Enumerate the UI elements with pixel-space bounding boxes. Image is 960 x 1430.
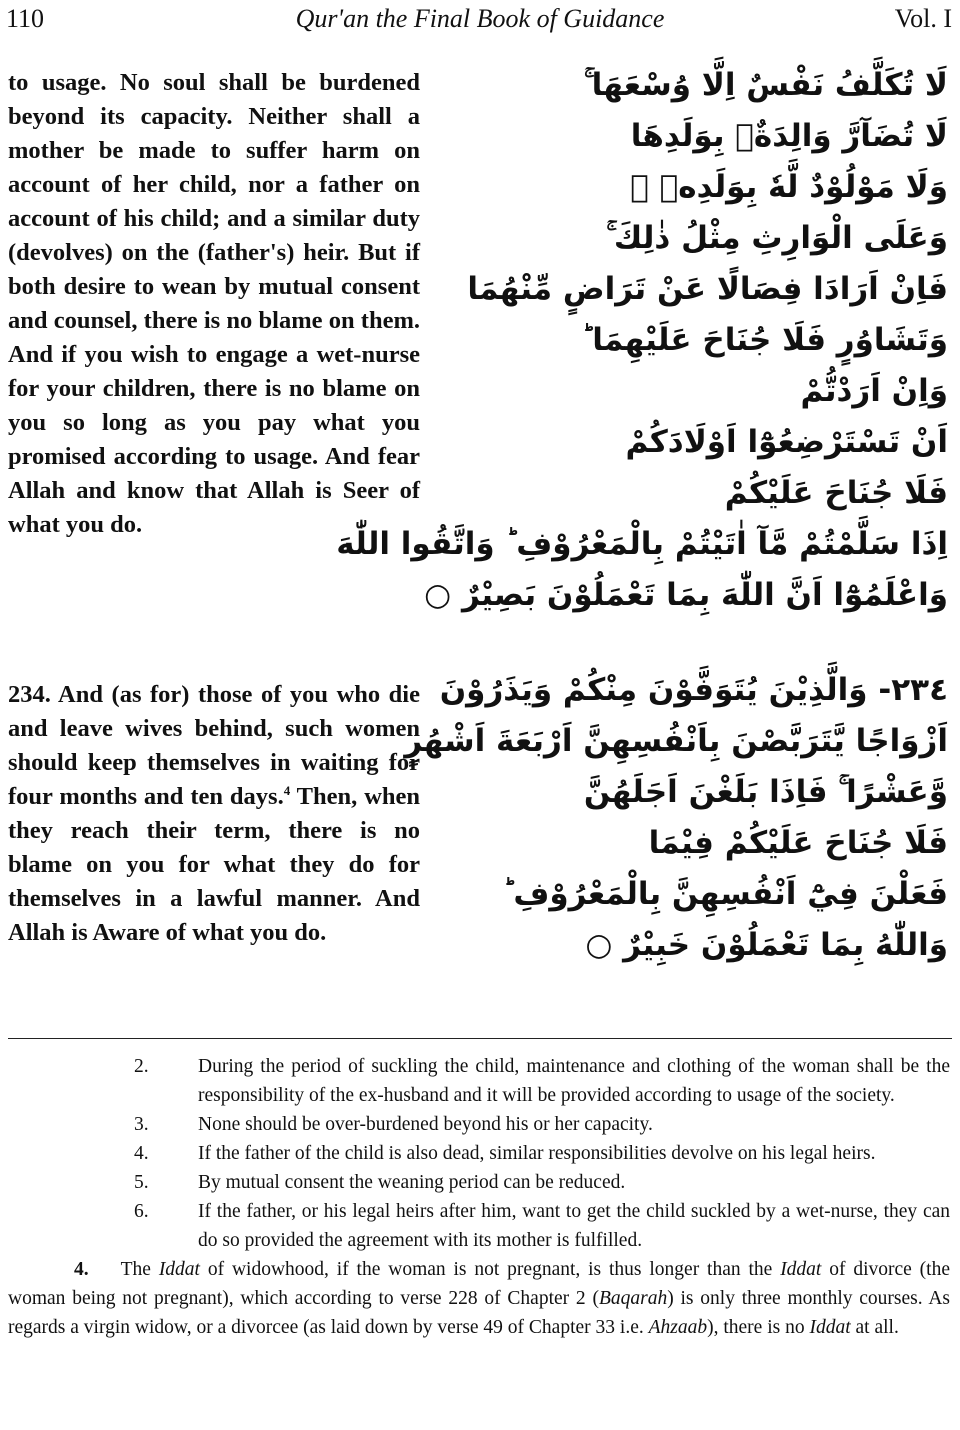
arabic-line: اِذَا سَلَّمْتُمْ مَّآ اٰتَيْتُمْ بِالْمَعْرُوْفِ ؕ وَاتَّقُوا اللّٰهَ: [336, 526, 948, 562]
arabic-line: وَاِنْ اَرَدْتُّمْ: [800, 373, 948, 409]
footnote-text: None should be over-burdened beyond his or her capacity.: [198, 1114, 653, 1135]
arabic-line: فَلَا جُنَاحَ عَلَيْكُمْ: [724, 475, 948, 511]
footnote-ref-4: 4: [283, 782, 291, 798]
arabic-line: ٢٣٤- وَالَّذِيْنَ يُتَوَفَّوْنَ مِنْكُمْ وَيَذَرُوْنَ: [439, 672, 948, 708]
arabic-line: اَزْوَاجًا يَّتَرَبَّصْنَ بِاَنْفُسِهِنَّ اَرْبَعَةَ اَشْهُرٍ: [404, 723, 948, 759]
footnote-text: If the father of the child is also dead, similar responsibilities devolve on his legal heirs.: [198, 1143, 876, 1164]
arabic-line: وَاعْلَمُوْٓا اَنَّ اللّٰهَ بِمَا تَعْمَلُوْنَ بَصِيْرٌ ○: [424, 577, 948, 613]
page-header: [0, 0, 960, 40]
footnote-text: If the father, or his legal heirs after him, want to get the child suckled by a wet-nurse, they can do so provided the agreement with its mother is fulfilled.: [198, 1201, 950, 1251]
arabic-line: فَاِنْ اَرَادَا فِصَالًا عَنْ تَرَاضٍ مِّنْهُمَا: [467, 271, 948, 307]
footnote-divider: [8, 1038, 952, 1039]
footnote-item: [0, 1197, 960, 1255]
term-iddat: Iddat: [780, 1259, 822, 1280]
footnote-item: [0, 1052, 960, 1110]
verse-234-text-start: 234. And (as for) those of you who die and leave wives behind, such women should keep themselves in waiting for four months and ten days.: [8, 681, 420, 810]
footnote-item: [0, 1168, 960, 1197]
page-number: 110: [6, 4, 45, 33]
footnote-item: [0, 1139, 960, 1168]
footnote-4-text: of divorce (the woman being not pregnant), which according to verse 228 of Chapter 2 (: [8, 1259, 950, 1309]
english-translation-block-2: [8, 678, 420, 950]
footnote-4-text: The: [120, 1259, 159, 1280]
term-ahzaab: Ahzaab: [648, 1317, 708, 1338]
arabic-line: لَا تُضَآرَّ وَالِدَةٌۢ بِوَلَدِهَا: [630, 118, 948, 154]
arabic-line: فَلَا جُنَاحَ عَلَيْكُمْ فِيْمَا: [648, 825, 948, 861]
footnote-number: 6.: [134, 1201, 149, 1222]
footnote-4-text: ), there is no: [707, 1317, 810, 1338]
footnote-item: [0, 1110, 960, 1139]
footnote-text: During the period of suckling the child, maintenance and clothing of the woman shall be the responsibility of the ex-husband and it will be provided according to usage of the society.: [198, 1056, 950, 1106]
arabic-line: وَلَا مَوْلُوْدٌ لَّهٗ بِوَلَدِهٖ ۗ: [630, 169, 948, 205]
footnote-number: 2.: [134, 1056, 149, 1077]
english-translation-block-1: to usage. No soul shall be burdened beyond its capacity. Neither shall a mother be made to suffer harm on account of her child, nor a father on account of his child; and a similar duty (devolves) on the (father's) heir. But if both desire to wean by mutual consent and counsel, there is no blame on them. And if you wish to engage a wet-nurse for your children, there is no blame on you so long as you pay what you promised according to usage. And fear Allah and know that Allah is Seer of what you do.: [8, 69, 420, 538]
footnote-text: By mutual consent the weaning period can be reduced.: [198, 1172, 626, 1193]
arabic-line: وَّعَشْرًا ۚ فَاِذَا بَلَغْنَ اَجَلَهُنَّ: [583, 774, 948, 810]
footnote-number: 3.: [134, 1114, 149, 1135]
term-iddat: Iddat: [158, 1259, 200, 1280]
footnote-4-text: ) is only three monthly courses. As regards a virgin widow, or a divorcee (as laid down by verse 49 of Chapter 33 i.e.: [8, 1288, 950, 1338]
footnote-4-explanation: [0, 1255, 960, 1342]
term-iddat: Iddat: [809, 1317, 851, 1338]
footnote-4-text: at all.: [850, 1317, 899, 1338]
arabic-verse-block-1: [336, 60, 948, 621]
arabic-line: وَاللّٰهُ بِمَا تَعْمَلُوْنَ خَبِيْرٌ ○: [585, 927, 948, 963]
volume-label: Vol. I: [894, 4, 952, 33]
arabic-line: وَعَلَى الْوَارِثِ مِثْلُ ذٰلِكَ ۚ: [606, 220, 948, 256]
arabic-line: لَا تُكَلَّفُ نَفْسٌ اِلَّا وُسْعَهَا ۚ: [583, 67, 948, 103]
arabic-line: اَنْ تَسْتَرْضِعُوْٓا اَوْلَادَكُمْ: [625, 424, 948, 460]
arabic-verse-block-2: [404, 665, 948, 971]
verse-234-text-end: Then, when they reach their term, there is no blame on you for what they do for themselves in a lawful manner. And Allah is Aware of what you do.: [8, 783, 421, 946]
arabic-line: فَعَلْنَ فِيْٓ اَنْفُسِهِنَّ بِالْمَعْرُوْفِ ؕ: [502, 876, 948, 912]
footnotes-section: [0, 1052, 960, 1342]
footnote-4-number: 4.: [74, 1259, 89, 1280]
arabic-line: وَتَشَاوُرٍ فَلَا جُنَاحَ عَلَيْهِمَا ؕ: [581, 322, 948, 358]
footnote-number: 5.: [134, 1172, 149, 1193]
footnote-number: 4.: [134, 1143, 149, 1164]
footnote-4-text: of widowhood, if the woman is not pregnant, is thus longer than the: [199, 1259, 781, 1280]
term-baqarah: Baqarah: [598, 1288, 668, 1309]
running-title: Qur'an the Final Book of Guidance: [295, 4, 665, 33]
